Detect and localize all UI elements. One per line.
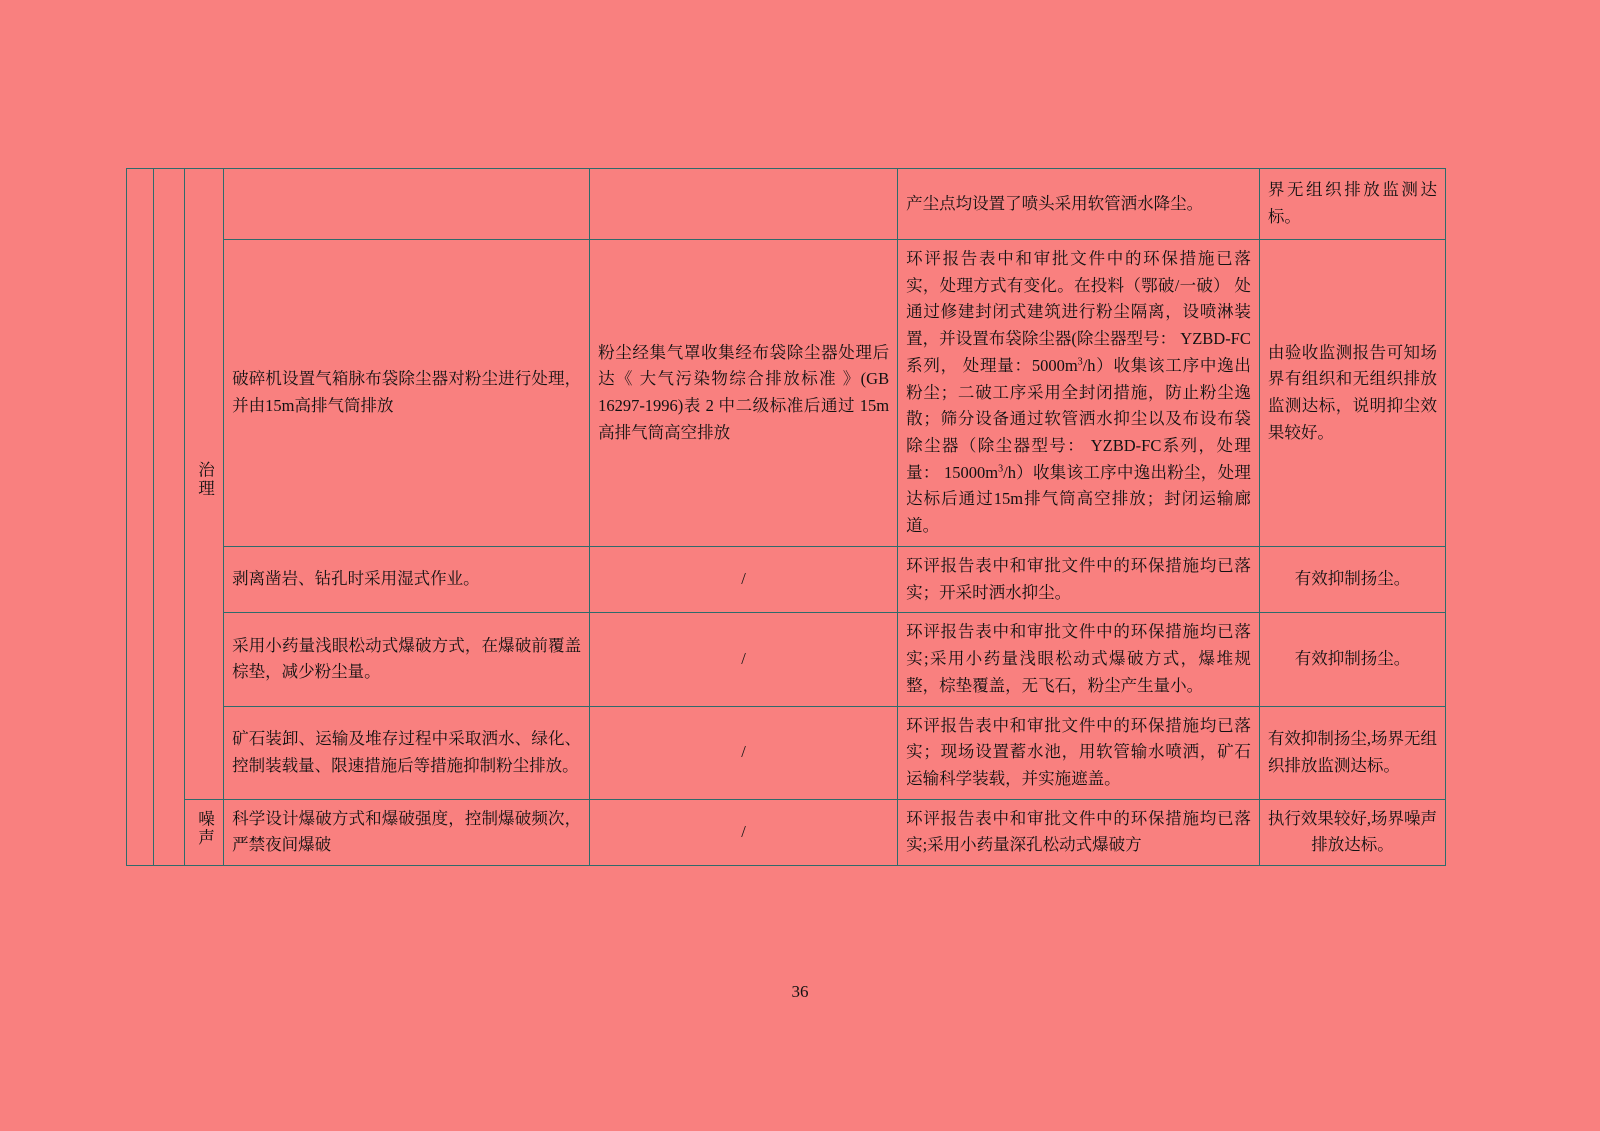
- measure-cell: 破碎机设置气箱脉布袋除尘器对粉尘进行处理，并由15m高排气筒排放: [224, 240, 590, 547]
- implementation-cell: 环评报告表中和审批文件中的环保措施均已落实;采用小药量浅眼松动式爆破方式，爆堆规整，棕垫覆盖，无飞石，粉尘产生量小。: [898, 613, 1260, 706]
- page-number: 36: [791, 982, 809, 1001]
- implementation-cell: 环评报告表中和审批文件中的环保措施均已落实；开采时洒水抑尘。: [898, 546, 1260, 612]
- table-row: [127, 169, 1446, 240]
- effect-cell: 执行效果较好,场界噪声排放达标。: [1259, 799, 1445, 865]
- standard-cell: [590, 169, 898, 240]
- effect-cell: 界无组织排放监测达标。: [1259, 169, 1445, 240]
- row-group-col-2: [153, 169, 184, 866]
- category-cell-treatment: [184, 169, 223, 800]
- standard-cell: /: [590, 706, 898, 799]
- table-row: [127, 613, 1446, 706]
- measure-cell: 矿石装卸、运输及堆存过程中采取洒水、绿化、控制装载量、限速措施后等措施抑制粉尘排放。: [224, 706, 590, 799]
- category-label-noise: 噪声: [195, 809, 215, 847]
- effect-cell: 由验收监测报告可知场界有组织和无组织排放监测达标，说明抑尘效果较好。: [1259, 240, 1445, 547]
- table-row: [127, 706, 1446, 799]
- measure-cell: [224, 169, 590, 240]
- implementation-cell: 环评报告表中和审批文件中的环保措施已落实，处理方式有变化。在投料（鄂破/一破） 处通过修建封闭式建筑进行粉尘隔离，设喷淋装置，并设置布袋除尘器(除尘器型号： YZBD-FC系列， 处理量：$5000m^3/h$）收集该工序中逸出粉尘；二破工序采用全封闭措施，防止粉尘逸散；筛分设备通过软管洒水抑尘以及布设布袋除尘器（除尘器型号： YZBD-FC系列，处理量： $15000m^3/h$）收集该工序中逸出粉尘，处理达标后通过15m排气筒高空排放；封闭运输廊道。: [898, 240, 1260, 547]
- measure-cell: 科学设计爆破方式和爆破强度，控制爆破频次，严禁夜间爆破: [224, 799, 590, 865]
- implementation-cell: 环评报告表中和审批文件中的环保措施均已落实；现场设置蓄水池，用软管输水喷洒，矿石运输科学装载，并实施遮盖。: [898, 706, 1260, 799]
- category-label-treatment: 治理: [195, 460, 215, 498]
- table-row: [127, 546, 1446, 612]
- effect-cell: 有效抑制扬尘,场界无组织排放监测达标。: [1259, 706, 1445, 799]
- implementation-cell: 环评报告表中和审批文件中的环保措施均已落实;采用小药量深孔松动式爆破方: [898, 799, 1260, 865]
- standard-cell: 粉尘经集气罩收集经布袋除尘器处理后达《 大气污染物综合排放标准 》(GB 16297-1996)表 2 中二级标准后通过 15m 高排气筒高空排放: [590, 240, 898, 547]
- category-cell-noise: [184, 799, 223, 865]
- standard-cell: /: [590, 546, 898, 612]
- table-row: [127, 799, 1446, 865]
- effect-cell: 有效抑制扬尘。: [1259, 613, 1445, 706]
- standard-cell: /: [590, 613, 898, 706]
- effect-cell: 有效抑制扬尘。: [1259, 546, 1445, 612]
- standard-cell: /: [590, 799, 898, 865]
- row-group-col-1: [127, 169, 154, 866]
- measure-cell: 剥离凿岩、钻孔时采用湿式作业。: [224, 546, 590, 612]
- measure-cell: 采用小药量浅眼松动式爆破方式，在爆破前覆盖棕垫，减少粉尘量。: [224, 613, 590, 706]
- implementation-cell: 产尘点均设置了喷头采用软管洒水降尘。: [898, 169, 1260, 240]
- table-row: [127, 240, 1446, 547]
- environmental-measures-table: [126, 168, 1446, 866]
